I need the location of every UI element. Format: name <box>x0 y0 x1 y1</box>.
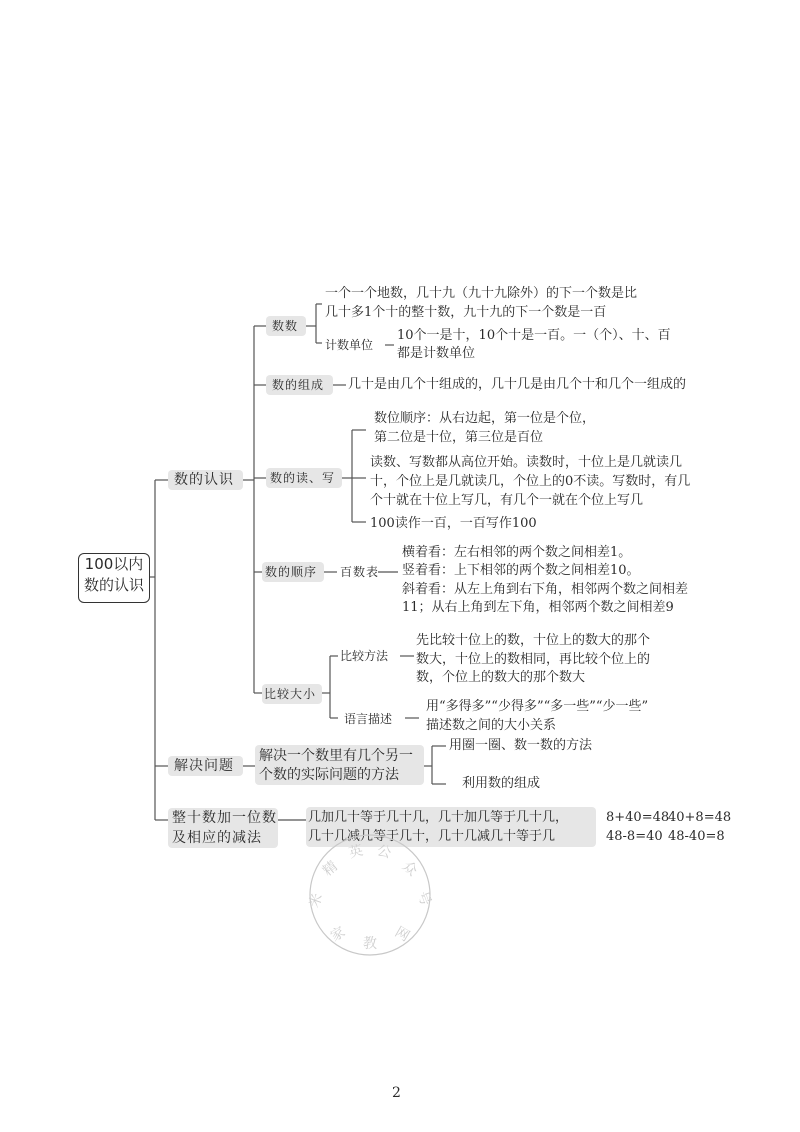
watermark-stamp <box>295 820 445 970</box>
count-unit-text-2: 都是计数单位 <box>397 346 476 361</box>
problem-box-2: 个数的实际问题的方法 <box>259 767 399 783</box>
read-rule-3: 个十就在十位上写几，有几个一就在个位上写几 <box>370 493 644 508</box>
compare-method-1: 先比较十位上的数，十位上的数大的那个 <box>416 633 651 648</box>
page-number: 2 <box>392 1085 401 1101</box>
hundred-table-label: 百数表 <box>340 565 380 579</box>
count-unit-text-1: 10个一是十，10个十是一百。一（个）、十、百 <box>397 328 671 343</box>
problem-box-1: 解决一个数里有几个另一 <box>259 748 413 764</box>
compare-method-3: 数，个位上的数大的那个数大 <box>416 670 586 685</box>
svg-text:号: 号 <box>413 889 434 908</box>
read-rule-2: 十，个位上是几就读几，个位上的0不读。写数时，有几 <box>370 474 691 489</box>
hundred-read-write: 100读作一百，一百写作100 <box>370 516 537 531</box>
compare-method-label: 比较方法 <box>340 649 389 663</box>
equation-4: 48-40=8 <box>668 829 725 844</box>
svg-text:米: 米 <box>306 891 327 910</box>
svg-text:教: 教 <box>363 936 377 952</box>
table-rule-diagonal-1: 斜着看：从左上角到右下角，相邻两个数之间相差 <box>402 582 689 597</box>
method-composition: 利用数的组成 <box>462 776 541 791</box>
language-label: 语言描述 <box>344 712 393 726</box>
svg-text:英: 英 <box>347 842 365 862</box>
language-text-1: 用“多得多”“少得多”“多一些”“少一些” <box>426 699 649 714</box>
root-line-1: 100以内 <box>84 555 144 573</box>
branch-numbers-label: 数的认识 <box>174 472 234 488</box>
svg-text:网: 网 <box>391 924 413 945</box>
problem-solving-label: 解决问题 <box>174 758 234 774</box>
digit-order-2: 第二位是十位，第三位是百位 <box>374 430 544 445</box>
compare-method-2: 数大，十位上的数相同，再比较个位上的 <box>416 652 651 667</box>
equation-2: 40+8=48 <box>668 810 732 825</box>
rule-text-1: 几加几十等于几十几，几十加几等于几十几， <box>308 810 569 825</box>
counting-text-2: 几十多1个十的整十数，九十九的下一个数是一百 <box>325 305 607 320</box>
digit-order-1: 数位顺序：从右边起，第一位是个位， <box>374 411 596 426</box>
tens-addition-label-2: 及相应的减法 <box>172 830 262 846</box>
counting-text-1: 一个一个地数，几十九（九十九除外）的下一个数是比 <box>325 286 638 301</box>
rule-text-2: 几十几减几等于几十，几十几减几十等于几 <box>308 829 556 844</box>
order-label: 数的顺序 <box>265 565 318 579</box>
svg-text:众: 众 <box>399 858 421 880</box>
root-node <box>78 553 150 603</box>
method-circle-count: 用圈一圈、数一数的方法 <box>449 738 593 753</box>
root-line-2: 数的认识 <box>83 576 144 594</box>
table-rule-vertical: 竖着看：上下相邻的两个数之间相差10。 <box>402 563 640 578</box>
svg-text:公: 公 <box>375 842 393 862</box>
svg-text:家: 家 <box>327 924 349 945</box>
compare-label: 比较大小 <box>264 687 317 701</box>
composition-label: 数的组成 <box>272 378 325 392</box>
count-unit-label: 计数单位 <box>325 338 374 352</box>
composition-text: 几十是由几个十组成的，几十几是由几个十和几个一组成的 <box>348 377 687 392</box>
table-rule-diagonal-2: 11；从右上角到左下角，相邻两个数之间相差9 <box>402 600 674 615</box>
tens-addition-label-1: 整十数加一位数 <box>172 810 277 826</box>
equation-3: 48-8=40 <box>606 829 663 844</box>
counting-label: 数数 <box>272 319 299 333</box>
svg-text:精: 精 <box>319 858 341 880</box>
equation-1: 8+40=48 <box>606 810 670 825</box>
language-text-2: 描述数之间的大小关系 <box>426 718 557 733</box>
table-rule-horizontal: 横着看：左右相邻的两个数之间相差1。 <box>402 545 632 560</box>
read-write-label: 数的读、写 <box>270 471 336 485</box>
read-rule-1: 读数、写数都从高位开始。读数时，十位上是几就读几 <box>370 455 683 470</box>
